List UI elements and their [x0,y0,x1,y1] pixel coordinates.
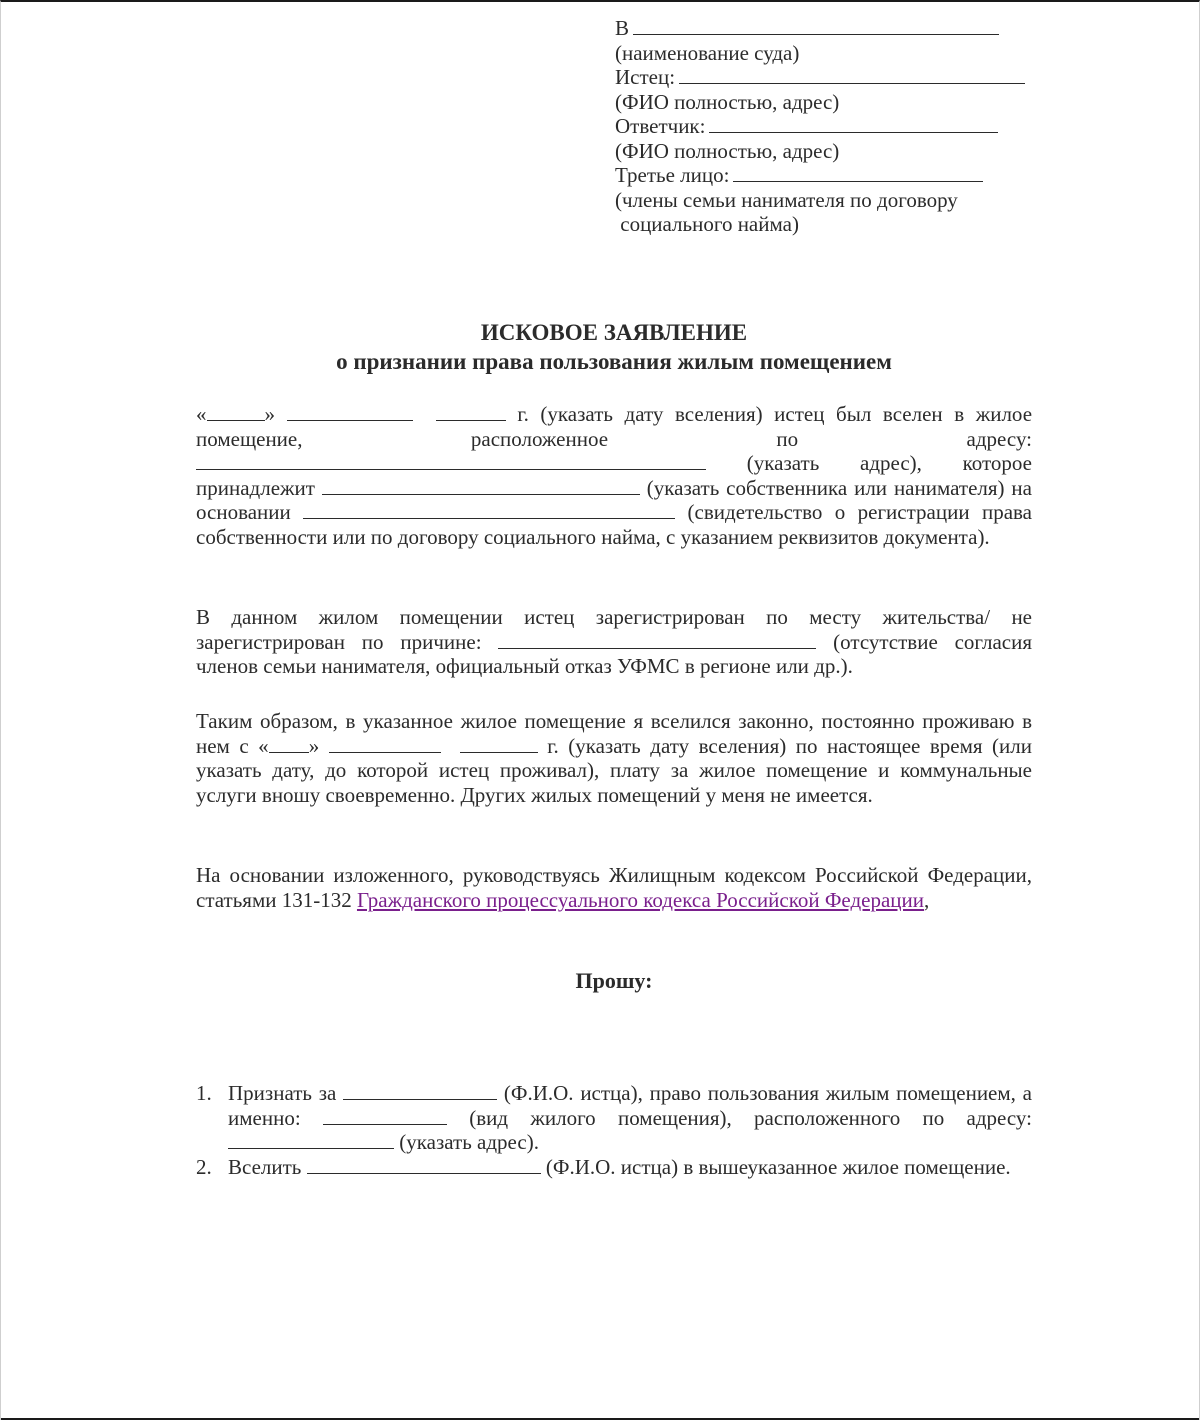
r1-name-blank [343,1083,497,1100]
p3-day-blank [269,736,309,753]
paragraph-2 [196,605,1032,679]
p4-text-2: , [924,887,930,912]
r1-type-blank [323,1108,447,1125]
p4-text-1: На основании изложенного, руководствуясь Жилищным кодексом Российской Федерации, статьями 131-132 [196,863,1032,912]
third-party-line [615,163,1035,188]
p1-year-blank [436,404,506,421]
third-party-hint-1: (члены семьи нанимателя по договору [615,187,958,212]
p3-text-3: г. (указать дату вселения) по настоящее время (или указать дату, до которой истец проживал), плату за жилое помещение и коммунальные услуги вношу своевременно. Других жилых помещений у меня не имеется. [196,733,1033,807]
list-item-number: 2. [196,1154,212,1179]
p1-basis-blank [303,502,675,519]
civil-procedure-code-link[interactable]: Гражданского процессуального кодекса Российской Федерации [356,887,924,912]
p1-text-3: г. (указать дату вселения) истец был вселен в жилое помещение, расположенное по адресу: [196,402,1033,451]
request-list [196,1081,1032,1179]
plaintiff-line [615,65,1035,90]
paragraph-3 [196,709,1032,807]
p3-month-blank [329,736,441,753]
p1-text-1: « [196,402,207,426]
plaintiff-label: Истец: [615,65,676,89]
p3-text-1: Таким образом, в указанное жилое помещение я вселился законно, постоянно проживаю в нем с « [196,709,1032,758]
p1-day-blank [207,404,265,421]
p1-text-5: (указать собственника или нанимателя) на основании [196,475,1032,524]
p1-text-2: » [264,402,287,426]
p3-year-blank [460,736,538,753]
court-header [615,16,1035,237]
defendant-line [615,114,1035,139]
list-item [196,1155,1032,1180]
p2-text-2: (отсутствие согласия членов семьи нанимателя, официальный отказ УФМС в регионе или др.). [196,629,1032,678]
r1-text-4: (указать адрес). [394,1130,539,1154]
p1-address-blank [196,453,706,470]
third-party-label: Третье лицо: [615,163,730,187]
r2-text-1: Вселить [228,1154,307,1179]
list-item [196,1081,1032,1155]
r1-text-1: Признать за [228,1081,344,1105]
p1-month-blank [287,404,413,421]
paragraph-1 [196,402,1032,549]
document-title [196,318,1032,376]
defendant-hint: (ФИО полностью, адрес) [615,138,840,163]
plaintiff-blank [679,66,1025,84]
court-hint: (наименование суда) [615,40,800,65]
title-sub: о признании права пользования жилым помещением [336,349,892,374]
r1-text-2: (Ф.И.О. истца), право пользования жилым помещением, а именно: [228,1081,1033,1130]
p1-text-6: (свидетельство о регистрации права собственности или по договору социального найма, с указанием реквизитов документа). [196,500,1032,549]
p1-owner-blank [322,478,640,495]
list-item-number: 1. [196,1081,212,1105]
third-party-hint-2: социального найма) [615,212,799,236]
title-main: ИСКОВОЕ ЗАЯВЛЕНИЕ [480,320,748,345]
plaintiff-hint: (ФИО полностью, адрес) [615,89,840,114]
court-line [615,16,1035,41]
r1-address-blank [228,1132,394,1149]
p2-reason-blank [498,632,816,649]
list-item-text [228,1081,1032,1155]
request-heading: Прошу: [575,968,653,993]
r2-text-2: (Ф.И.О. истца) в вышеуказанное жилое помещение. [540,1154,1011,1179]
p3-text-2: » [308,733,329,758]
defendant-label: Ответчик: [615,114,706,138]
r1-text-3: (вид жилого помещения), расположенного по адресу: [446,1105,1032,1130]
paragraph-4 [196,863,1032,912]
p1-text-4: (указать адрес), которое принадлежит [196,451,1032,500]
r2-name-blank [307,1157,541,1174]
court-prefix: В [615,16,630,40]
p2-text-1: В данном жилом помещении истец зарегистрирован по месту жительства/ не зарегистрирован по причине: [196,605,1032,654]
court-blank [633,17,999,35]
list-item-text [228,1155,1032,1180]
defendant-blank [709,115,998,133]
third-party-blank [733,164,983,182]
